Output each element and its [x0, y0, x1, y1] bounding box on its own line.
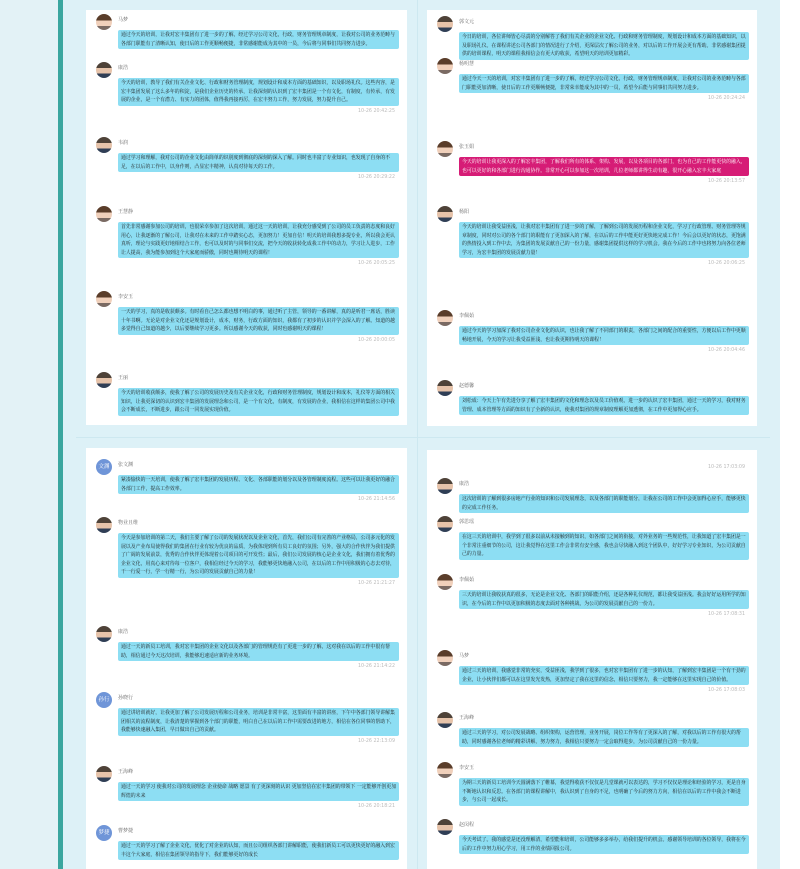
avatar[interactable] [437, 712, 453, 728]
comment-header [437, 141, 749, 155]
comment-header [96, 206, 399, 220]
comment-item [96, 14, 399, 49]
avatar[interactable] [437, 478, 453, 494]
comment-panel-4 [427, 450, 757, 869]
comment-bubble: 通过一天的学习了解了企业文化，优化了对企业的认知，而且公司组织各部门讲解职能，使我们新员工可以更快更好的融入到宏丰这个大家庭，相信在集团领导的指导下，我们能够更好的成长 [118, 841, 399, 860]
comment-item [437, 712, 749, 747]
avatar[interactable] [437, 516, 453, 532]
comment-item [96, 372, 399, 416]
comment-item [96, 459, 399, 502]
comment-item [96, 825, 399, 860]
comment-header [437, 516, 749, 530]
commenter-name: 康浩 [118, 65, 129, 71]
avatar[interactable] [437, 58, 453, 74]
comment-header [437, 650, 749, 664]
avatar[interactable] [96, 62, 112, 78]
comment-bubble: 通过三天的培训，我感觉非常的充实，受益匪浅，我学到了很多，也对宏丰集团有了进一步的认知，了解到宏丰集团是一个有干劲的企业，让小伙伴们都可以在这里发光发热，更加坚定了我在这里的信念，相信只要努力，我一定能够在这里实现自己的价值。 [459, 666, 749, 685]
comment-item [437, 380, 749, 415]
comment-item [437, 462, 749, 470]
comment-header [96, 626, 399, 640]
comment-header [437, 310, 749, 324]
avatar[interactable] [437, 206, 453, 222]
comment-bubble: 这次培训的了解到很多房地产行业的知识和公司发展理念，以及各部门的职能划分，让我在公司的工作中会更加得心应手，能够更快的完成工作任务。 [459, 494, 749, 513]
avatar[interactable] [96, 14, 112, 30]
comment-header [437, 478, 749, 492]
comment-bubble: 一天的学习，真的是收获颇多。有时看自己怎么都也想不明白的事，通过听了主管，领导的一番讲解，真的是听君一席话，胜读十年书啊。无论是对企业文化还是规划设计，成本，财务，行政方面的知识，我都有了初步的认识并学会深入的了解。知道的越多觉得自己知道的越少，以后要继续学习更多。所以感谢今天的收获，同时也感谢明天的课程！ [118, 307, 399, 335]
comment-bubble: 通过今天的学习加深了我对公司企业文化的认识，也让我了解了不同部门的职责，各部门之间的配合的重要性，方便以后工作中更顺畅地开展，今天的学习让我受益匪浅，也让我更期待明天的课程！ [459, 326, 749, 345]
comment-timestamp: 10-26 17:08:03 [707, 688, 745, 694]
avatar[interactable] [96, 206, 112, 222]
avatar[interactable] [437, 819, 453, 835]
avatar[interactable] [437, 574, 453, 590]
commenter-name: 王慧静 [118, 209, 134, 215]
comment-bubble: 今日的培训，各位讲师皆心尽责的分别解答了我们有关企业的企业文化、行政和财务管理制度，规划设计和成本方面的基础知识，以及职场礼仪。在课程讲述公司各部门的情况进行了介绍，更深层次了解公司的业务，对以后的工作开展会更有帮助。非常感谢集团提供的培训课程，明天的课程我相信会有更大的收获，希望明天的培训更加精彩。 [459, 32, 749, 60]
avatar[interactable]: 梦捷 [96, 825, 112, 841]
comment-timestamp: 10-26 20:24:24 [707, 96, 745, 102]
comment-bubble: 通过三天的学习，对公司发展战略、组织架构，运营管理，业务开展，岗位工作等有了更深入的了解，对我以后的工作有很大的帮助，同时感谢各位老师的精彩讲解，努力努力，我相信只要努力一定会取得进步，为公司贡献自己的一份力量。 [459, 728, 749, 747]
comment-bubble: 今天的培训收获颇多，使我了解了公司的发展历史及有关企业文化，行政和财务管理制度，规划设计和成本，礼仪等方面的相关知识，让我更深切的认识到宏丰集团的发展理念和公司，是一个有文化，有制度，有发展的企业，我相信在这样的集团公司中我会不断成长，不断进步，跟公司一同发展实现价值。 [118, 388, 399, 416]
comment-item [96, 62, 399, 114]
comment-header [96, 291, 399, 305]
avatar[interactable] [437, 650, 453, 666]
commenter-name: 李安玉 [118, 294, 134, 300]
commenter-name: 康浩 [118, 629, 129, 635]
comment-bubble: 今天的培训，教导了我们有关企业文化、行政和财务管理制度，规划设计和成本方面的基础知识，以及职场礼仪。这些内容，是宏丰集团发展了这么多年的积淀，是我们企业历史的传承，让我深刻的认识到了宏丰集团是一个有文化，有制度，有传承，有发展的企业，是一个有潜力、有实力的团体，值得我再接再厉，在宏丰努力工作，努力发展，努力提升自己。 [118, 78, 399, 106]
comment-bubble: 在这三天的培训中，我学到了很多以前从未接触到的知识，如各部门之间的衔接，对外业务的一些规范性，让我知道了宏丰集团是一个非常注重细节的公司，这让我觉得在这里工作会非常有安全感，我也会尽快融入到这个团队中，好好学习专业知识，为公司贡献自己的力量。 [459, 532, 749, 560]
commenter-name: 韦润 [118, 140, 129, 146]
comment-timestamp: 10-26 20:06:25 [707, 261, 745, 267]
comment-bubble: 今天的培训让我更深入的了解宏丰集团，了解我们所有的体系、架构、发展，以及各项目的各部门，也为自己的工作能更快的融入，也可以更好的和各部门进行沟通协作。非常开心可以参加这一次培训，几位老师都讲得生动有趣，很开心融入宏丰大家庭 [459, 157, 749, 176]
commenter-name: 物业且维 [118, 520, 139, 526]
commenter-name: 孙晓行 [118, 695, 134, 701]
avatar[interactable] [96, 291, 112, 307]
comment-bubble: 今天考试了。我的感觉是还没理解清，希望能和培训，公司能够多多举办，给我们提升的机会。感谢领导培训的各位领导，我将在今后的工作中努力用心学习，用工作的业绩回报公司。 [459, 835, 749, 854]
comment-header [437, 762, 749, 776]
comment-item [437, 650, 749, 693]
comment-timestamp: 10-26 20:18:21 [357, 804, 395, 810]
commenter-name: 杨明慧 [459, 61, 475, 67]
comment-header [96, 766, 399, 780]
comment-header [437, 819, 749, 833]
comment-bubble: 通过今天一天的培训，对宏丰集团有了进一步的了解，经过学习公司文化，行政，财务管理规章制度，让我对公司的业务范畴与各部门职能更加清晰，使日后的工作更顺畅便捷，非常荣幸能成为其中的一员，希望今后能与同事们共同努力进步。 [459, 74, 749, 93]
avatar[interactable] [437, 141, 453, 157]
comment-item [437, 16, 749, 60]
comment-item [96, 692, 399, 744]
comment-bubble: 今天是参加培训的第二天，我们主要了解了公司的发展状况以及企业文化，首先，我们公司有完善的产业格局，公司多元化的发展以及产业布局使得我们的集团在行业有较为优良的品质，为我体现到所有员工良好的氛围；另外，强大的合作伙伴为我们提供了广阔的发展前景，优秀的合作伙伴更体现着公司项目的可开发性；最后，我们公司发展的核心是企业文化，我们拥有着优秀的企业文化，用真心来对待每一位客户，我相信经过今天的学习，我能够更快地融入公司，在以后的工作中用积极的心态去对待，干一行爱一行，学一行精一行，为公司的发展贡献自己的力量！ [118, 533, 399, 578]
comment-timestamp: 10-26 20:05:25 [357, 261, 395, 267]
commenter-name: 郭文元 [459, 19, 475, 25]
comment-item [437, 762, 749, 806]
comment-panel-3 [86, 448, 407, 869]
comment-header [437, 58, 749, 72]
avatar[interactable] [96, 626, 112, 642]
comment-bubble: 首先非常感谢参加公司的培训，也很荣幸参加了这次培训，通过这一天的培训，让我充分感受到了公司的员工负责的态度和良好用心，让我逐渐的了解公司，让我对在未来的工作中踏实心态，更加努力！更加自信！明天的培训我想多提专业，所以我会更认真听，理论与实践更好地相结合工作，也可以及时的与同事们交流，把今天的收获转化成我工作中的动力，学习让人进步，工作让人提高，我为能参加到这个大家庭而骄傲，同时也期待明天的课程！ [118, 222, 399, 258]
row-divider [76, 437, 770, 438]
comment-header [96, 62, 399, 76]
avatar[interactable] [96, 517, 112, 533]
commenter-name: 张文渊 [118, 462, 134, 468]
comment-panel-1 [86, 10, 407, 425]
avatar[interactable] [96, 137, 112, 153]
comment-header [96, 372, 399, 386]
right-margin [780, 0, 800, 869]
commenter-name: 张玉娟 [459, 144, 475, 150]
commenter-name: 杨阳 [459, 209, 470, 215]
comment-header [96, 517, 399, 531]
comment-timestamp: 10-26 20:42:25 [357, 108, 395, 114]
comment-header [96, 459, 399, 473]
avatar[interactable]: 文渊 [96, 459, 112, 475]
commenter-name: 郭思瑶 [459, 519, 475, 525]
comment-item [437, 141, 749, 184]
comment-item [437, 478, 749, 513]
column-divider [417, 0, 418, 869]
commenter-name: 王海峰 [459, 715, 475, 721]
comment-item [96, 517, 399, 586]
comment-bubble: 通过一天的新员工培训，我对宏丰集团的企业文化以及各部门的管理规范有了更进一步的了解，这对我在以后的工作中很有帮助，相信通过今天这次培训，我能够迅速适应新的业务环境。 [118, 642, 399, 661]
commenter-name: 王海峰 [118, 769, 134, 775]
avatar[interactable] [96, 372, 112, 388]
comment-timestamp: 10-26 22:13:09 [357, 738, 395, 744]
commenter-name: 李佩茹 [459, 313, 475, 319]
commenter-name: 马梦 [459, 653, 470, 659]
comment-bubble: 刘松成：今天上午有先进分享了解了宏丰集团的文化和理念以及员工价值观，进一步的认识了宏丰集团，通过一天的学习，我对财务管理、成本管理等方面的知识有了全新的认识，使我对集团的规章制度理解更加透彻，在工作中更加得心应手。 [459, 396, 749, 415]
comment-timestamp: 10-26 17:03:09 [707, 465, 745, 470]
comment-bubble: 通过一天的学习 使我对公司的发展理念 企业使命 战略 愿景 有了更深刻的认识 更加坚信在宏丰集团的带领下 一定能够开创更加辉煌的未来 [118, 782, 399, 801]
avatar[interactable] [437, 310, 453, 326]
commenter-name: 马梦 [118, 17, 129, 23]
comment-header [437, 712, 749, 726]
avatar[interactable]: 孙行 [96, 692, 112, 708]
comment-bubble: 为期三天的新员工培训今天圆满落下了帷幕，我觉得收获不仅仅是几堂课就可以表达的，学习不仅仅是理论和经验的学习，更是自身不断地认识和反思。在各部门的课程讲解中，我认识到了自身的不足，也明确了今后的努力方向，相信在以后的工作中我会不断进步，与公司一起成长。 [459, 778, 749, 806]
comment-item [437, 310, 749, 353]
comment-header [96, 825, 399, 839]
comment-bubble: 通过学习和理解，我对公司的企业文化由简单的识别度到彻底的深刻的深入了解。同时也丰富了专业知识，也发现了自身的不足，在以后的工作中，以身作则，凸显宏丰精神，认真对待每天的工作。 [118, 153, 399, 172]
comment-item [437, 58, 749, 101]
comment-bubble: 紧凑愉快的一天培训，使我了解了宏丰集团的发展历程、文化、各部职能的划分以及各管理制度流程。这些可以让我更好的融合各部门工作，提高工作效率。 [118, 475, 399, 494]
comment-header [96, 137, 399, 151]
commenter-name: 王丽 [118, 375, 129, 381]
comment-timestamp: 10-26 20:29:22 [357, 175, 395, 181]
comment-timestamp: 10-26 20:00:05 [357, 337, 395, 343]
comment-bubble: 今天的培训让我受益匪浅，让我对宏丰集团有了进一步的了解，了解到公司的发展历程和企业文化，学习了行政管理、财务管理等规章制度，同时对公司的各个部门的职能有了更加深入的了解，在以后的工作中能更好更快地完成工作！今后会以更好的状态，更饱满的热情投入到工作中去，为集团的发展贡献自己的一份力量，感谢集团提供这样的学习机会。我在今后的工作中也将努力向各位老师学习，为宏丰集团的发展贡献力量！ [459, 222, 749, 258]
commenter-name: 李安玉 [459, 765, 475, 771]
comment-timestamp: 10-26 17:08:31 [707, 612, 745, 618]
comment-item [437, 819, 749, 854]
avatar[interactable] [437, 380, 453, 396]
avatar[interactable] [96, 766, 112, 782]
commenter-name: 康浩 [459, 481, 470, 487]
comment-timestamp: 10-26 21:14:56 [357, 497, 395, 503]
comment-header [437, 16, 749, 30]
comment-item [96, 206, 399, 266]
comment-header [96, 692, 399, 706]
comment-timestamp: 10-26 20:04:46 [707, 348, 745, 354]
comment-header [437, 574, 749, 588]
avatar[interactable] [437, 16, 453, 32]
comment-item [437, 206, 749, 266]
comment-item [437, 516, 749, 560]
comment-panel-2 [427, 10, 757, 426]
comment-header [437, 206, 749, 220]
comment-item [96, 137, 399, 180]
commenter-name: 曹梦捷 [118, 828, 134, 834]
comment-timestamp: 10-26 21:21:27 [357, 580, 395, 586]
comment-item [437, 574, 749, 617]
comment-item [96, 766, 399, 809]
avatar[interactable] [437, 762, 453, 778]
commenter-name: 赵德馨 [459, 383, 475, 389]
comment-header [96, 14, 399, 28]
commenter-name: 赵闵程 [459, 822, 475, 828]
comment-header [437, 380, 749, 394]
comment-bubble: 三天的培训让我收获真的很多，无论是企业文化、各部门的职能介绍，还是各种礼仪规范，都让我受益匪浅。我会好好运用所学的知识，在今后的工作中以更加积极的态度去面对各种挑战，为公司的发展贡献自己的一份力。 [459, 590, 749, 609]
comment-bubble: 通过讲培训就好，让我更加了解了公司发展历程和公司业务，培训是非常丰富，这里面有丰富的讲座，下午中各部门领导讲解集团相关的流程制度，让我清楚的掌握到各个部门的职能，明白自己在以后的工作中需要改进的地方，相信在各位同事的帮助下，我能够快速融入集团，早日做出自己的贡献。 [118, 708, 399, 736]
comment-item [96, 291, 399, 343]
comment-timestamp: 10-26 21:14:22 [357, 664, 395, 670]
commenter-name: 李佩茹 [459, 577, 475, 583]
comment-bubble: 通过今天的培训，让我对宏丰集团有了进一步的了解，经过学习公司文化，行政，财务管理规章制度，让我对公司的业务范畴与各部门职能有了清晰认知，使日后的工作更顺畅便捷，非常感谢能成为其中的一员，今后将与同事们共同努力进步。 [118, 30, 399, 49]
comment-timestamp: 10-26 20:13:57 [707, 179, 745, 185]
comment-item [96, 626, 399, 669]
